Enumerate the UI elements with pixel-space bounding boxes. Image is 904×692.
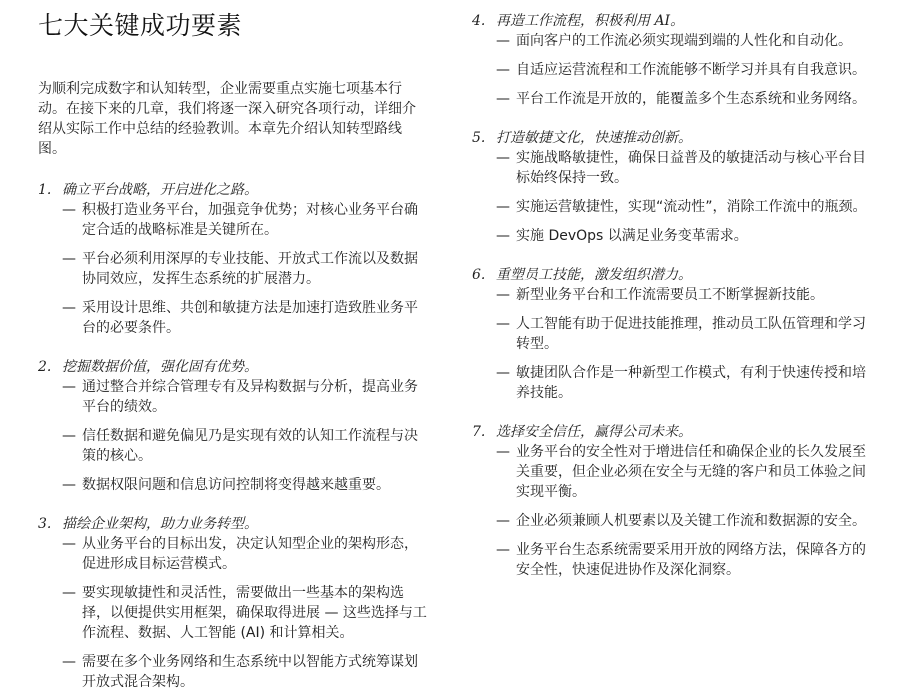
bullet-text: 实施 DevOps 以满足业务变革需求。 xyxy=(516,228,748,244)
dash-marker: — xyxy=(62,654,76,670)
section-number: 2. xyxy=(38,359,52,375)
section-number: 4. xyxy=(472,13,486,29)
bullet-text: 平台必须利用深厚的专业技能、开放式工作流以及数据协同效应，发挥生态系统的扩展潜力。 xyxy=(82,251,418,287)
dash-marker: — xyxy=(496,91,510,107)
section-heading xyxy=(472,422,870,442)
bullet-item xyxy=(62,652,430,692)
section-title: 挖掘数据价值，强化固有优势。 xyxy=(62,359,258,375)
bullet-item xyxy=(496,285,870,305)
section-number: 5. xyxy=(472,130,486,146)
bullet-text: 实施战略敏捷性，确保日益普及的敏捷活动与核心平台目标始终保持一致。 xyxy=(516,150,866,186)
dash-marker: — xyxy=(62,379,76,395)
dash-marker: — xyxy=(62,477,76,493)
section-2 xyxy=(38,357,430,495)
left-column xyxy=(38,0,430,692)
section-4 xyxy=(472,11,870,109)
dash-marker: — xyxy=(496,542,510,558)
section-heading xyxy=(38,180,430,200)
dash-marker: — xyxy=(62,300,76,316)
bullet-item xyxy=(62,249,430,289)
bullet-text: 信任数据和避免偏见乃是实现有效的认知工作流程与决策的核心。 xyxy=(82,428,418,464)
bullet-text: 业务平台的安全性对于增进信任和确保企业的长久发展至关重要，但企业必须在安全与无缝的客户和员工体验之间实现平衡。 xyxy=(516,444,866,500)
dash-marker: — xyxy=(62,585,76,601)
dash-marker: — xyxy=(496,199,510,215)
dash-marker: — xyxy=(62,202,76,218)
intro-paragraph: 为顺利完成数字和认知转型，企业需要重点实施七项基本行动。在接下来的几章，我们将逐一深入研究各项行动，详细介绍从实际工作中总结的经验教训。本章先介绍认知转型路线图。 xyxy=(38,81,416,157)
bullet-item xyxy=(496,442,870,502)
bullet-item xyxy=(62,200,430,240)
bullet-item xyxy=(496,31,870,51)
bullet-item xyxy=(496,148,870,188)
section-title: 选择安全信任，赢得公司未来。 xyxy=(496,424,692,440)
section-title: 再造工作流程，积极利用 AI。 xyxy=(496,13,685,29)
bullet-text: 实施运营敏捷性，实现“流动性”，消除工作流中的瓶颈。 xyxy=(516,199,867,215)
dash-marker: — xyxy=(62,536,76,552)
dash-marker: — xyxy=(496,365,510,381)
bullet-text: 新型业务平台和工作流需要员工不断掌握新技能。 xyxy=(516,287,824,303)
section-title: 打造敏捷文化，快速推动创新。 xyxy=(496,130,692,146)
bullet-item xyxy=(62,475,430,495)
dash-marker: — xyxy=(62,251,76,267)
section-number: 1. xyxy=(38,182,52,198)
section-number: 3. xyxy=(38,516,52,532)
dash-marker: — xyxy=(496,316,510,332)
section-7 xyxy=(472,422,870,580)
bullet-item xyxy=(496,60,870,80)
bullet-text: 积极打造业务平台，加强竞争优势；对核心业务平台确定合适的战略标准是关键所在。 xyxy=(82,202,418,238)
page-title: 七大关键成功要素 xyxy=(38,11,243,40)
bullet-item xyxy=(496,314,870,354)
bullet-text: 自适应运营流程和工作流能够不断学习并具有自我意识。 xyxy=(516,62,866,78)
section-5 xyxy=(472,128,870,246)
bullet-text: 敏捷团队合作是一种新型工作模式，有利于快速传授和培养技能。 xyxy=(516,365,866,401)
bullet-item xyxy=(62,298,430,338)
bullet-text: 从业务平台的目标出发，决定认知型企业的架构形态，促进形成目标运营模式。 xyxy=(82,536,418,572)
section-heading xyxy=(472,11,870,31)
bullet-text: 企业必须兼顾人机要素以及关键工作流和数据源的安全。 xyxy=(516,513,866,529)
dash-marker: — xyxy=(496,150,510,166)
bullet-text: 采用设计思维、共创和敏捷方法是加速打造致胜业务平台的必要条件。 xyxy=(82,300,418,336)
section-1 xyxy=(38,180,430,338)
section-title: 重塑员工技能，激发组织潜力。 xyxy=(496,267,692,283)
bullet-item xyxy=(62,426,430,466)
section-6 xyxy=(472,265,870,403)
bullet-item xyxy=(496,363,870,403)
bullet-item xyxy=(496,226,870,246)
bullet-text: 数据权限问题和信息访问控制将变得越来越重要。 xyxy=(82,477,390,493)
right-column xyxy=(472,0,870,580)
dash-marker: — xyxy=(496,444,510,460)
bullet-text: 通过整合并综合管理专有及异构数据与分析，提高业务平台的绩效。 xyxy=(82,379,418,415)
dash-marker: — xyxy=(496,228,510,244)
section-heading xyxy=(38,357,430,377)
dash-marker: — xyxy=(496,287,510,303)
dash-marker: — xyxy=(496,513,510,529)
bullet-text: 要实现敏捷性和灵活性，需要做出一些基本的架构选择，以便提供实用框架，确保取得进展 — 这些选择与工作流程、数据、人工智能 (AI) 和计算相关。 xyxy=(82,585,427,641)
dash-marker: — xyxy=(496,33,510,49)
dash-marker: — xyxy=(496,62,510,78)
bullet-item xyxy=(62,534,430,574)
bullet-item xyxy=(62,377,430,417)
bullet-text: 面向客户的工作流必须实现端到端的人性化和自动化。 xyxy=(516,33,852,49)
dash-marker: — xyxy=(62,428,76,444)
section-number: 7. xyxy=(472,424,486,440)
section-number: 6. xyxy=(472,267,486,283)
bullet-text: 人工智能有助于促进技能推理，推动员工队伍管理和学习转型。 xyxy=(516,316,866,352)
bullet-item xyxy=(496,540,870,580)
section-title: 确立平台战略，开启进化之路。 xyxy=(62,182,258,198)
bullet-text: 需要在多个业务网络和生态系统中以智能方式统筹谋划开放式混合架构。 xyxy=(82,654,418,690)
section-heading xyxy=(472,128,870,148)
section-heading xyxy=(38,514,430,534)
bullet-item xyxy=(496,89,870,109)
bullet-item xyxy=(62,583,430,643)
section-3 xyxy=(38,514,430,692)
section-heading xyxy=(472,265,870,285)
section-title: 描绘企业架构，助力业务转型。 xyxy=(62,516,258,532)
bullet-text: 业务平台生态系统需要采用开放的网络方法，保障各方的安全性，快速促进协作及深化洞察。 xyxy=(516,542,866,578)
bullet-text: 平台工作流是开放的，能覆盖多个生态系统和业务网络。 xyxy=(516,91,866,107)
bullet-item xyxy=(496,197,870,217)
bullet-item xyxy=(496,511,870,531)
